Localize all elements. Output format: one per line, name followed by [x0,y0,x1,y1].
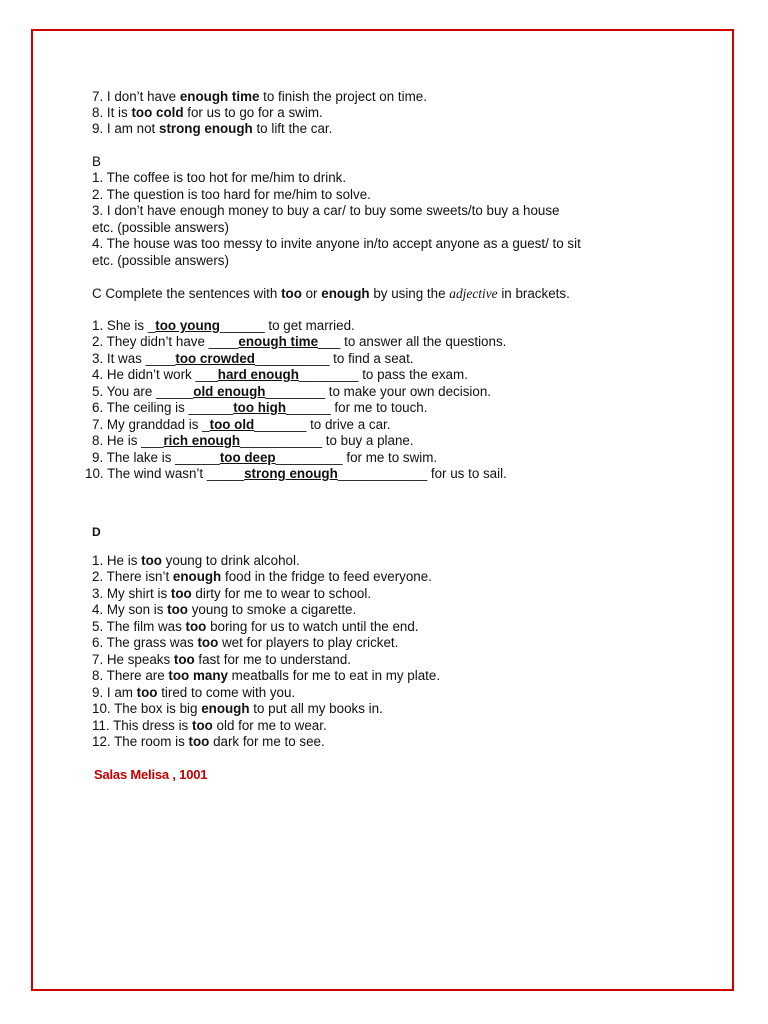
part-d-item: 1. He is too young to drink alcohol. [92,553,300,568]
part-c-item: 2. They didn’t have ____enough time___ to answer all the questions. [92,334,507,349]
part-b-line: 4. The house was too messy to invite anyone in/to accept anyone as a guest/ to sit [92,236,581,251]
part-c-item: 7. My granddad is _too old_______ to drive a car. [92,417,391,432]
part-d-item: 3. My shirt is too dirty for me to wear to school. [92,586,372,601]
part-c-item: 1. She is _too young______ to get married. [92,318,355,333]
part-d-heading: D [92,525,101,539]
part-d-item: 2. There isn’t enough food in the fridge to feed everyone. [92,569,432,584]
part-d-item: 4. My son is too young to smoke a cigarette. [92,602,357,617]
part-b-line: 1. The coffee is too hot for me/him to drink. [92,170,347,185]
part-c-instruction: C Complete the sentences with too or enough by using the adjective in brackets. [92,286,570,301]
part-d-item: 6. The grass was too wet for players to play cricket. [92,635,399,650]
part-a-item-7: 7. I don’t have enough time to finish the project on time. [92,89,427,104]
part-c-item: 6. The ceiling is ______too high______ for me to touch. [92,400,428,415]
author-signature: Salas Melisa , 1001 [94,767,208,782]
part-b-line: etc. (possible answers) [92,253,229,268]
part-a-item-9: 9. I am not strong enough to lift the car. [92,121,333,136]
part-c-item: 3. It was ____too crowded__________ to find a seat. [92,351,414,366]
part-c-item: 10. The wind wasn’t _____strong enough____________ for us to sail. [85,466,507,481]
part-d-item: 9. I am too tired to come with you. [92,685,296,700]
part-b-line: 2. The question is too hard for me/him to solve. [92,187,371,202]
part-d-item: 5. The film was too boring for us to watch until the end. [92,619,419,634]
part-c-item: 4. He didn’t work ___hard enough________ to pass the exam. [92,367,468,382]
part-a-item-8: 8. It is too cold for us to go for a swim. [92,105,323,120]
part-d-item: 7. He speaks too fast for me to understand. [92,652,352,667]
part-c-item: 8. He is ___rich enough___________ to buy a plane. [92,433,414,448]
part-d-item: 12. The room is too dark for me to see. [92,734,325,749]
part-b-line: 3. I don’t have enough money to buy a car/ to buy some sweets/to buy a house [92,203,560,218]
part-c-item: 9. The lake is ______too deep_________ for me to swim. [92,450,438,465]
part-d-item: 10. The box is big enough to put all my books in. [92,701,383,716]
part-d-item: 8. There are too many meatballs for me to eat in my plate. [92,668,441,683]
part-c-item: 5. You are _____old enough________ to make your own decision. [92,384,491,399]
part-b-line: etc. (possible answers) [92,220,229,235]
part-d-item: 11. This dress is too old for me to wear. [92,718,327,733]
part-b-heading: B [92,154,101,169]
